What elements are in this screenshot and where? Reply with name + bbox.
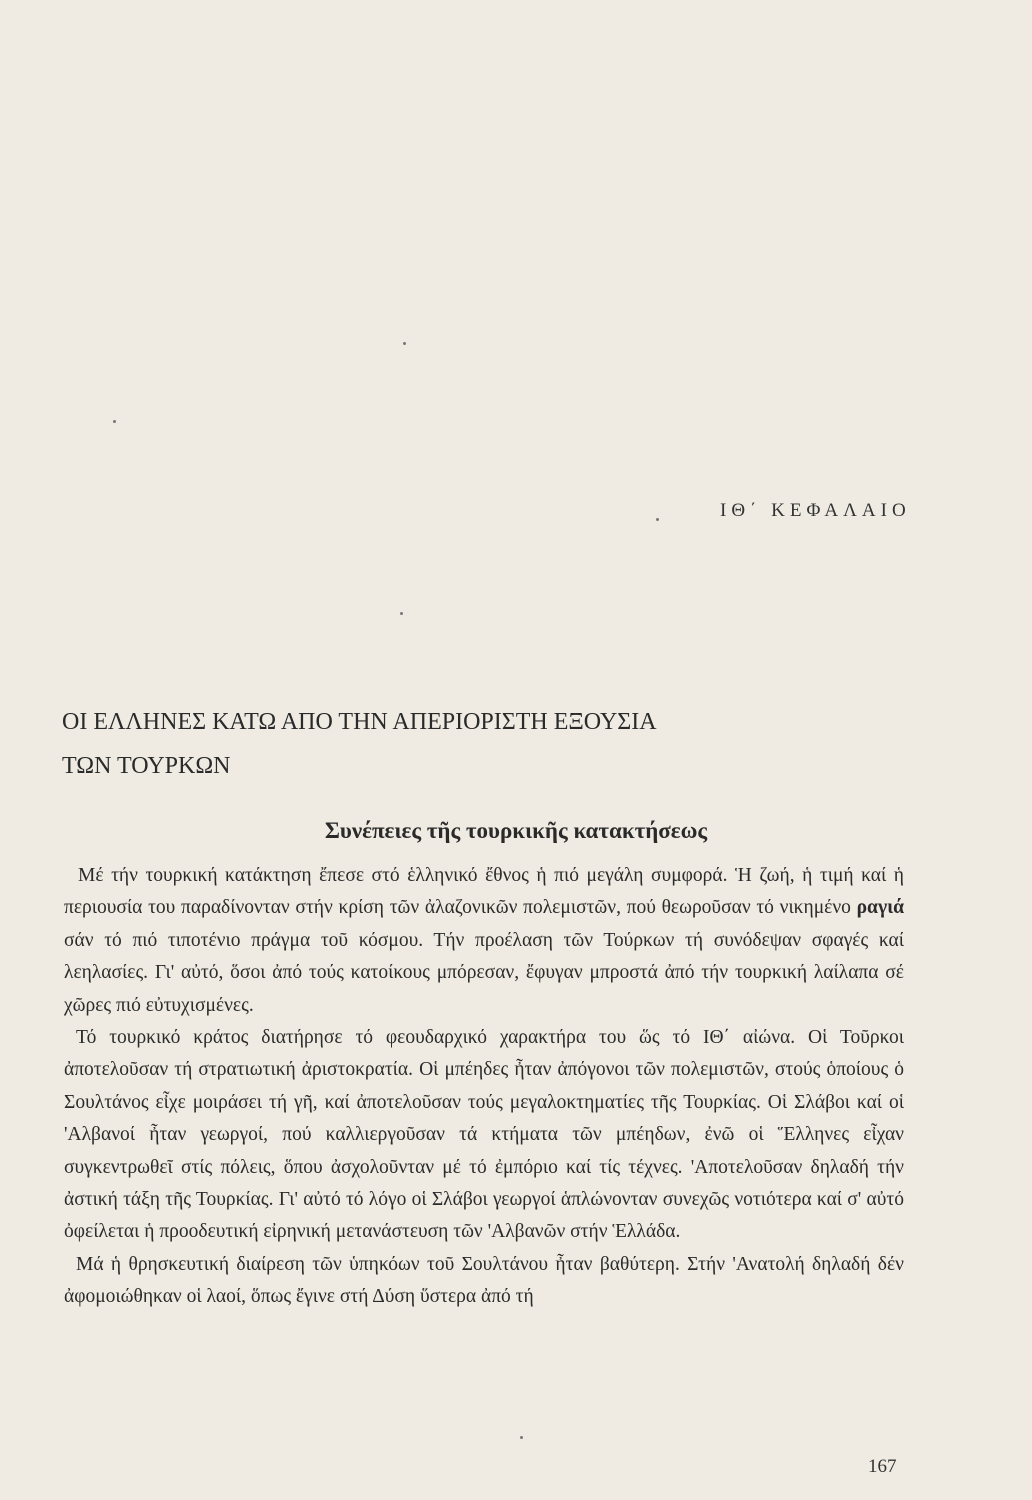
paper-speck: [113, 420, 116, 423]
paragraph-3: Μά ἡ θρησκευτική διαίρεση τῶν ὑπηκόων τοῦ Σουλτάνου ἦταν βαθύτερη. Στήν 'Ανατολή δηλαδή δέν ἀφομοιώθηκαν οἱ λαοί, ὅπως ἔγινε στή Δύση ὕστερα ἀπό τή: [64, 1253, 904, 1308]
page-number: 167: [868, 1456, 897, 1477]
paragraph-1-part-b: σάν τό πιό τιποτένιο πράγμα τοῦ κόσμου. Τήν προέλαση τῶν Τούρκων τή συνόδεψαν σφαγές καί λεηλασίες. Γι' αὐτό, ὅσοι ἀπό τούς κατοίκους μπόρεσαν, ἔφυγαν μπροστά ἀπό τήν τουρκική λαίλαπα σέ χῶρες πιό εὐτυχισμένες.: [64, 929, 904, 1016]
chapter-label: ΙΘ΄ ΚΕΦΑΛΑΙΟ: [720, 500, 911, 521]
chapter-title-line-2: ΤΩΝ ΤΟΥΡΚΩΝ: [62, 753, 231, 779]
paper-speck: [403, 342, 406, 345]
paragraph-1-part-a: Μέ τήν τουρκική κατάκτηση ἔπεσε στό ἑλληνικό ἔθνος ἡ πιό μεγάλη συμφορά. Ἡ ζωή, ἡ τιμή καί ἡ περιουσία του παραδίνονταν στήν κρίση τῶν ἀλαζονικῶν πολεμιστῶν, πού θεωροῦσαν τό νικημένο: [64, 865, 904, 919]
paragraph-2: Τό τουρκικό κράτος διατήρησε τό φεουδαρχικό χαρακτήρα του ὥς τό ΙΘ΄ αἰώνα. Οἱ Τοῦρκοι ἀποτελοῦσαν τή στρατιωτική ἀριστοκρατία. Οἱ μπέηδες ἦταν ἀπόγονοι τῶν πολεμιστῶν, στούς ὁποίους ὁ Σουλτάνος εἶχε μοιράσει τή γῆ, καί ἀποτελοῦσαν τούς μεγαλοκτηματίες τῆς Τουρκίας. Οἱ Σλάβοι καί οἱ 'Αλβανοί ἦταν γεωργοί, πού καλλιεργοῦσαν τά κτήματα τῶν μπέηδων, ἐνῶ οἱ Ἕλληνες εἶχαν συγκεντρωθεῖ στίς πόλεις, ὅπου ἀσχολοῦνταν μέ τό ἐμπόριο καί τίς τέχνες. 'Αποτελοῦσαν δηλαδή τήν ἀστική τάξη τῆς Τουρκίας. Γι' αὐτό τό λόγο οἱ Σλάβοι γεωργοί ἁπλώνονταν συνεχῶς νοτιότερα καί σ' αὐτό ὀφείλεται ἡ προοδευτική εἰρηνική μετανάστευση τῶν 'Αλβανῶν στήν Ἑλλάδα.: [64, 1027, 904, 1243]
paper-speck: [656, 518, 659, 521]
chapter-title-line-1: ΟΙ ΕΛΛΗΝΕΣ ΚΑΤΩ ΑΠΟ ΤΗΝ ΑΠΕΡΙΟΡΙΣΤΗ ΕΞΟΥΣΙΑ: [62, 709, 657, 735]
section-heading: Συνέπειες τῆς τουρκικῆς κατακτήσεως: [324, 818, 708, 843]
paragraph-1: [64, 860, 904, 1022]
chapter-title: [62, 700, 922, 788]
paper-speck: [520, 1436, 523, 1439]
paper-speck: [400, 612, 403, 615]
emphasized-word: ραγιά: [856, 897, 904, 919]
body-text: [64, 860, 904, 1314]
